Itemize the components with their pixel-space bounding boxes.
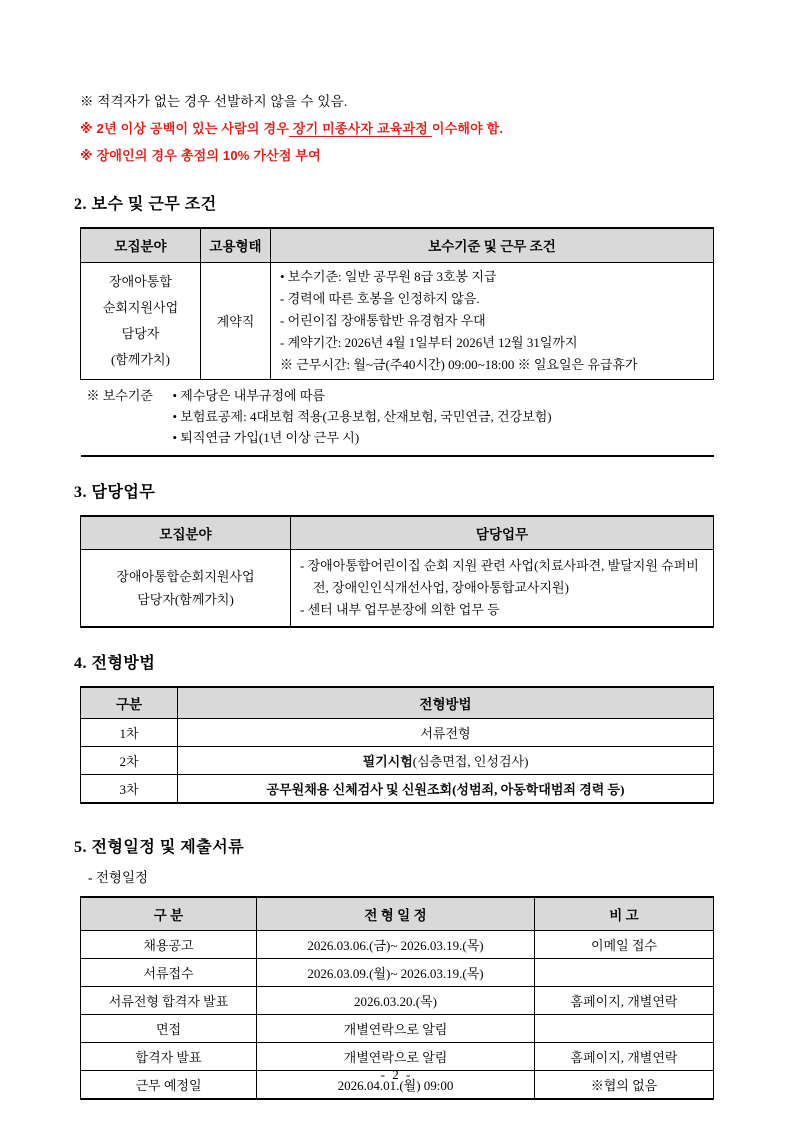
- section-4-title: 4. 전형방법: [74, 655, 156, 672]
- schedule-note-cell: 홈페이지, 개별연락: [535, 1043, 714, 1071]
- salary-conditions-table: [80, 227, 714, 457]
- method-cell: 공무원채용 신체검사 및 신원조회(성범죄, 아동학대범죄 경력 등): [178, 775, 714, 803]
- schedule-label-cell: 서류전형 합격자 발표: [81, 987, 257, 1015]
- schedule-table-header-category: 구 분: [81, 897, 257, 931]
- schedule-note-cell: [535, 1015, 714, 1043]
- salary-table-header-conditions: 보수기준 및 근무 조건: [271, 228, 714, 262]
- section-5-subtitle: - 전형일정: [88, 869, 149, 885]
- schedule-date-cell: 2026.04.01.(월) 09:00: [257, 1071, 535, 1100]
- schedule-note-cell: ※협의 없음: [535, 1071, 714, 1100]
- duties-category-cell: 장애아통합순회지원사업 담당자(함께가치): [81, 550, 291, 628]
- salary-table-header-employment: 고용형태: [201, 228, 271, 262]
- schedule-row-document-result: [81, 987, 714, 1015]
- schedule-row-announcement: [81, 931, 714, 959]
- top-notices: [80, 88, 713, 169]
- notice-line-2-pre: ※ 2년 이상 공백이 있는 사람의 경우: [80, 121, 289, 136]
- duties-cell: - 장애아통합어린이집 순회 지원 관련 사업(치료사파견, 발달지원 슈퍼비전, 장애인인식개선사업, 장애아통합교사지원) - 센터 내부 업무분장에 의한 업무 등: [291, 550, 714, 628]
- notice-line-2-underlined: 장기 미종사자 교육과정: [289, 121, 432, 136]
- section-2-title: 2. 보수 및 근무 조건: [74, 196, 217, 213]
- schedule-date-cell: 2026.03.20.(목): [257, 987, 535, 1015]
- schedule-table-header-note: 비 고: [535, 897, 714, 931]
- notice-line-3: ※ 장애인의 경우 총점의 10% 가산점 부여: [80, 148, 321, 163]
- notice-line-1: ※ 적격자가 없는 경우 선발하지 않을 수 있음.: [80, 94, 348, 109]
- schedule-row-interview: [81, 1015, 714, 1043]
- duties-table-row: [81, 550, 714, 628]
- conditions-cell: • 보수기준: 일반 공무원 8급 3호봉 지급 - 경력에 따른 호봉을 인정하지 않음. - 어린이집 장애통합반 유경험자 우대 - 계약기간: 2026년 4월 1일부터 2026년 12월 31일까지 ※ 근무시간: 월~금(주40시간) 09:00~18:00 ※ 일요일은 유급휴가: [271, 262, 714, 379]
- notice-line-2-post: 이수해야 함.: [431, 121, 504, 136]
- stage-cell: 2차: [81, 747, 178, 775]
- schedule-note-cell: 이메일 접수: [535, 931, 714, 959]
- employment-type-cell: 계약직: [201, 262, 271, 379]
- stage-cell: 3차: [81, 775, 178, 803]
- schedule-date-cell: 2026.03.06.(금)~ 2026.03.19.(목): [257, 931, 535, 959]
- schedule-label-cell: 근무 예정일: [81, 1071, 257, 1100]
- salary-category-cell: 장애아통합 순회지원사업 담당자 (함께가치): [81, 262, 201, 379]
- duties-table-header-duties: 담당업무: [291, 516, 714, 550]
- schedule-row-application: [81, 959, 714, 987]
- selection-table-row-2: [81, 747, 714, 775]
- schedule-note-cell: [535, 959, 714, 987]
- selection-method-table: [80, 686, 714, 804]
- selection-table-row-3: [81, 775, 714, 803]
- duties-table-header-category: 모집분야: [81, 516, 291, 550]
- schedule-label-cell: 면접: [81, 1015, 257, 1043]
- section-5-title: 5. 전형일정 및 제출서류: [74, 838, 245, 856]
- page-number: - 2 -: [380, 1067, 413, 1082]
- salary-table-row: [81, 262, 714, 379]
- method-cell: 서류전형: [178, 719, 714, 747]
- schedule-table-header-schedule: 전 형 일 정: [257, 897, 535, 931]
- section-3-title: 3. 담당업무: [74, 483, 156, 501]
- schedule-note-cell: 홈페이지, 개별연락: [535, 987, 714, 1015]
- stage-cell: 1차: [81, 719, 178, 747]
- notice-line-2: [80, 115, 713, 142]
- duties-table: [80, 515, 714, 629]
- salary-footnote-items: • 제수당은 내부규정에 따름 • 보험료공제: 4대보험 적용(고용보험, 산재보험, 국민연금, 건강보험) • 퇴직연금 가입(1년 이상 근무 시): [172, 387, 552, 445]
- salary-footnote-row: [81, 379, 714, 456]
- schedule-label-cell: 합격자 발표: [81, 1043, 257, 1071]
- selection-table-header-stage: 구분: [81, 687, 178, 719]
- schedule-label-cell: 서류접수: [81, 959, 257, 987]
- selection-table-row-1: [81, 719, 714, 747]
- schedule-label-cell: 채용공고: [81, 931, 257, 959]
- salary-footnote-cell: [81, 379, 714, 456]
- schedule-date-cell: 개별연락으로 알림: [257, 1015, 535, 1043]
- salary-table-header-category: 모집분야: [81, 228, 201, 262]
- schedule-date-cell: 개별연락으로 알림: [257, 1043, 535, 1071]
- salary-footnote-label: ※ 보수기준: [86, 387, 153, 403]
- selection-table-header-method: 전형방법: [178, 687, 714, 719]
- method-cell: 필기시험(심층면접, 인성검사): [178, 747, 714, 775]
- schedule-date-cell: 2026.03.09.(월)~ 2026.03.19.(목): [257, 959, 535, 987]
